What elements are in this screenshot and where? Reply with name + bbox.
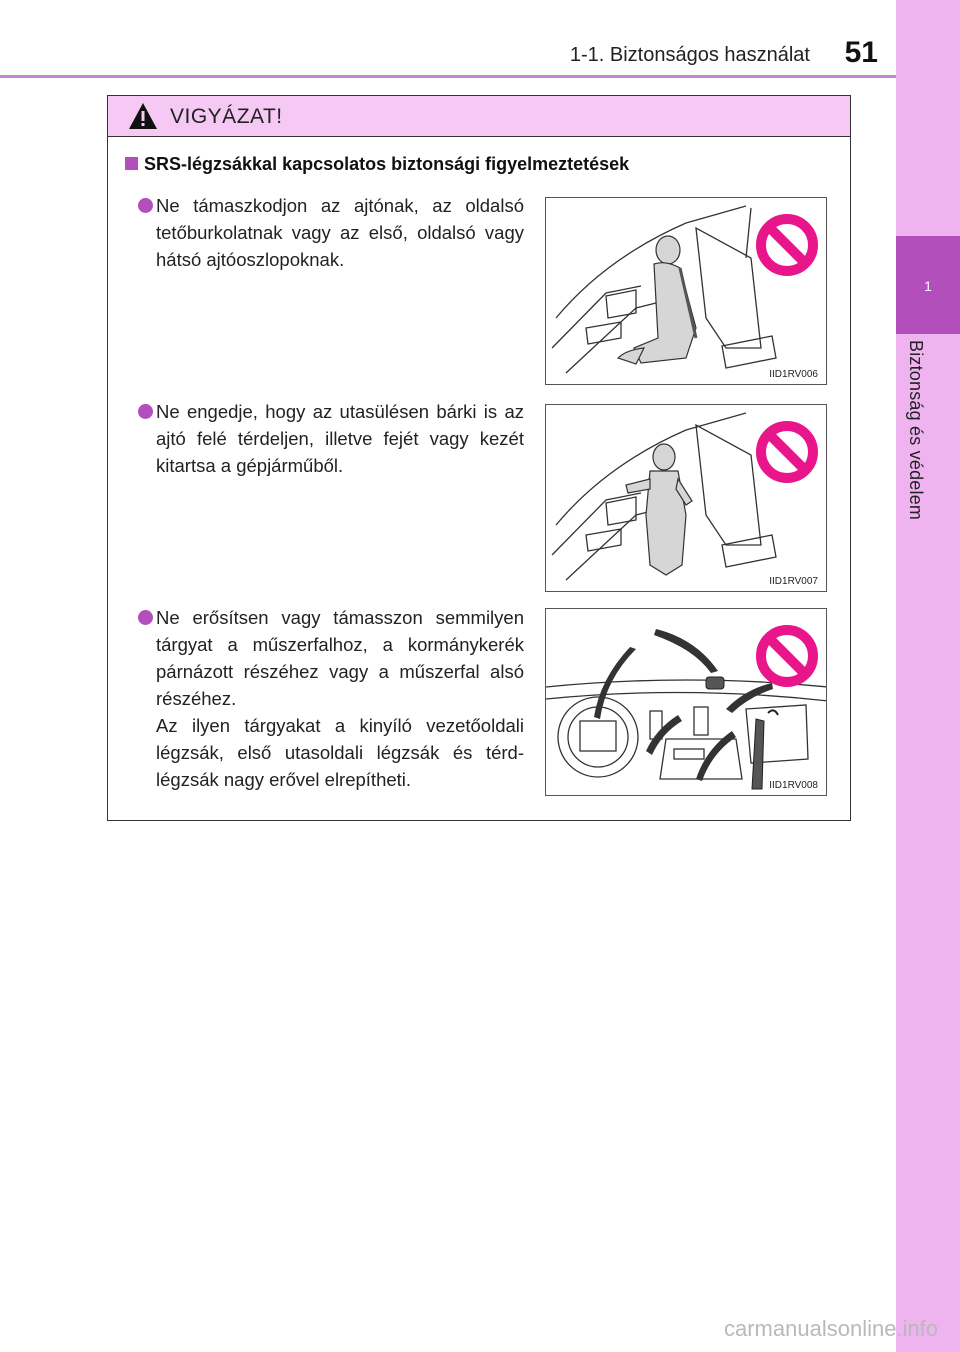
warning-item [138, 398, 524, 479]
illustration-lean-on-door [545, 197, 827, 385]
prohibition-icon [754, 419, 820, 485]
circle-bullet-icon [138, 610, 153, 625]
image-code: IID1RV006 [769, 369, 818, 380]
image-code: IID1RV007 [769, 576, 818, 587]
chapter-number: 1 [924, 278, 932, 294]
warning-item-text: Ne támaszkodjon az ajtónak, az oldalsó tetőburkolatnak vagy az első, oldalsó vagy hátsó ajtóoszlopoknak. [156, 195, 524, 270]
warning-box [107, 95, 851, 821]
circle-bullet-icon [138, 404, 153, 419]
warning-item [138, 192, 524, 273]
section-heading-text: SRS-légzsákkal kapcsolatos biztonsági figyelmeztetések [144, 154, 630, 174]
watermark: carmanualsonline.info [724, 1316, 939, 1341]
image-code: IID1RV008 [769, 780, 818, 791]
warning-triangle-icon [128, 102, 158, 130]
prohibition-icon [754, 212, 820, 278]
warning-item [138, 604, 524, 793]
warning-item-note: Az ilyen tárgyakat a kinyíló vezetőoldali légzsák, első utasoldali légzsák és térd-légzsák nagy erővel elrepítheti. [156, 715, 524, 790]
warning-header [108, 96, 850, 137]
illustration-kneel-towards-door [545, 404, 827, 592]
chapter-side-strip [896, 0, 960, 1352]
prohibition-icon [754, 623, 820, 689]
page-number: 51 [844, 36, 878, 69]
header-section-title: 1-1. Biztonságos használat [569, 44, 810, 66]
warning-item-text: Ne engedje, hogy az utasülésen bárki is az ajtó felé térdeljen, illetve fejét vagy kezét kitartsa a gépjárműből. [156, 401, 524, 476]
warning-title: VIGYÁZAT! [170, 105, 283, 128]
warning-item-text: Ne erősítsen vagy támasszon semmilyen tárgyat a műszerfalhoz, a kormánykerék párnázott részéhez vagy a műszerfal alsó részéhez. [156, 607, 524, 709]
header-divider [0, 75, 896, 78]
section-heading [125, 154, 629, 175]
illustration-objects-on-dashboard [545, 608, 827, 796]
circle-bullet-icon [138, 198, 153, 213]
square-bullet-icon [125, 157, 138, 170]
chapter-title: Biztonság és védelem [906, 340, 926, 521]
